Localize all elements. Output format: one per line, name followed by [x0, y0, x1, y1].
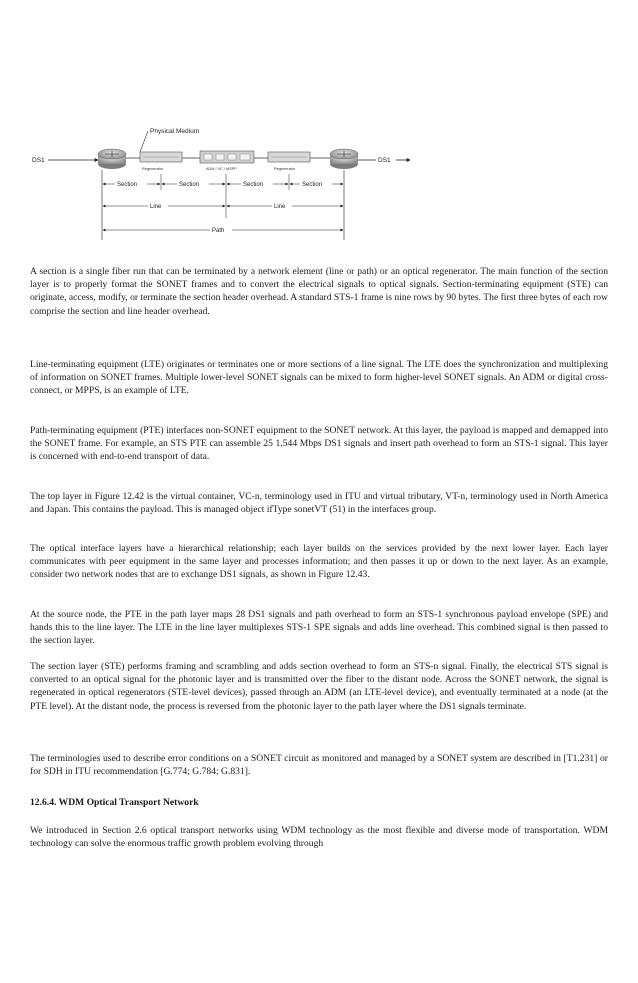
left-ds1-label: DS1 — [32, 157, 45, 164]
adm-label: ADM / XC / MSPP — [206, 167, 237, 171]
line-label-1: Line — [150, 204, 162, 210]
line-label-2: Line — [274, 204, 286, 210]
section-label-1: Section — [117, 182, 138, 188]
path-row — [103, 226, 343, 234]
paragraph-path-layer: Path-terminating equipment (PTE) interfaces non-SONET equipment to the SONET network. At this layer, the payload is mapped and demapped into the SONET frame. For example, an STS PTE can assemble 25 1.544 Mbps DS1 signals and insert path overhead to form an STS-1 signal. This layer is concerned with end-to-end transport of data. — [30, 425, 608, 463]
paragraph-source-node: At the source node, the PTE in the path layer maps 28 DS1 signals and path overhead to form an STS-1 synchronous payload envelope (SPE) and hands this to the line layer. The LTE in the line layer multiplexes STS-1 SPE signals and adds line overhead. This combined signal is then passed to the section layer. — [30, 609, 608, 647]
regenerator-right-label: Regenerator — [274, 167, 296, 171]
right-ds1-label: DS1 — [378, 157, 391, 164]
line-row — [103, 202, 343, 210]
paragraph-virtual-container: The top layer in Figure 12.42 is the virtual container, VC-n, terminology used in ITU and virtual tributary, VT-n, terminology used in North America and Japan. This contains the payload. This is managed object ifType sonetVT (51) in the interfaces group. — [30, 491, 608, 516]
section-label-3: Section — [243, 182, 264, 188]
regenerator-left-label: Regenerator — [142, 167, 164, 171]
paragraph-line-layer: Line-terminating equipment (LTE) originates or terminates one or more sections of a line signal. The LTE does the synchronization and multiplexing of information on SONET frames. Multiple lower-level SONET signals can be mixed to form higher-level SONET signals. An ADM or digital cross-connect, or MPPS, is an example of LTE. — [30, 359, 608, 397]
adm-icon — [200, 151, 254, 163]
paragraph-hierarchy: The optical interface layers have a hierarchical relationship; each layer builds on the services provided by the next lower layer. Each layer communicates with peer equipment in the same layer and processes information; and then passes it up or down to the next layer. As an example, consider two network nodes that are to exchange DS1 signals, as shown in Figure 12.43. — [30, 543, 608, 581]
right-router-icon — [330, 149, 358, 169]
left-router-icon — [98, 149, 126, 169]
physical-medium-pointer — [140, 131, 148, 152]
paragraph-section-layer: A section is a single fiber run that can be terminated by a network element (line or path) or an optical regenerator. The main function of the section layer is to properly format the SONET frames and to convert the electrical signals to optical signals. Section-terminating equipment (STE) can originate, access, modify, or terminate the section header overhead. A standard STS-1 frame is nine rows by 90 bytes. The first three bytes of each row comprise the section and line header overhead. — [30, 266, 608, 317]
regenerator-left-icon — [140, 152, 182, 162]
paragraph-terminologies: The terminologies used to describe error conditions on a SONET circuit as monitored and managed by a SONET system are described in [T1.231] or for SDH in ITU recommendation [G.774; G.784; G.831]. — [30, 753, 608, 778]
section-label-2: Section — [179, 182, 200, 188]
sonet-layers-figure — [30, 118, 430, 248]
path-label: Path — [212, 228, 225, 234]
section-label-4: Section — [302, 182, 323, 188]
physical-medium-label: Physical Medium — [150, 128, 200, 135]
section-heading: 12.6.4. WDM Optical Transport Network — [30, 797, 199, 808]
paragraph-wdm: We introduced in Section 2.6 optical transport networks using WDM technology as the most flexible and diverse mode of transportation. WDM technology can solve the enormous traffic growth problem evolving through — [30, 825, 608, 850]
section-row — [103, 180, 343, 188]
regenerator-right-icon — [268, 152, 310, 162]
paragraph-section-stE: The section layer (STE) performs framing and scrambling and adds section overhead to form an STS-n signal. Finally, the electrical STS signal is converted to an optical signal for the photonic layer and is transmitted over the fiber to the distant node. Across the SONET network, the signal is regenerated in optical regenerators (STE-level devices), passed through an ADM (an LTE-level device), and eventually terminated at a node (at the PTE level). At the distant node, the process is reversed from the photonic layer to the path layer where the DS1 signals terminate. — [30, 661, 608, 712]
sonet-diagram — [30, 118, 430, 248]
